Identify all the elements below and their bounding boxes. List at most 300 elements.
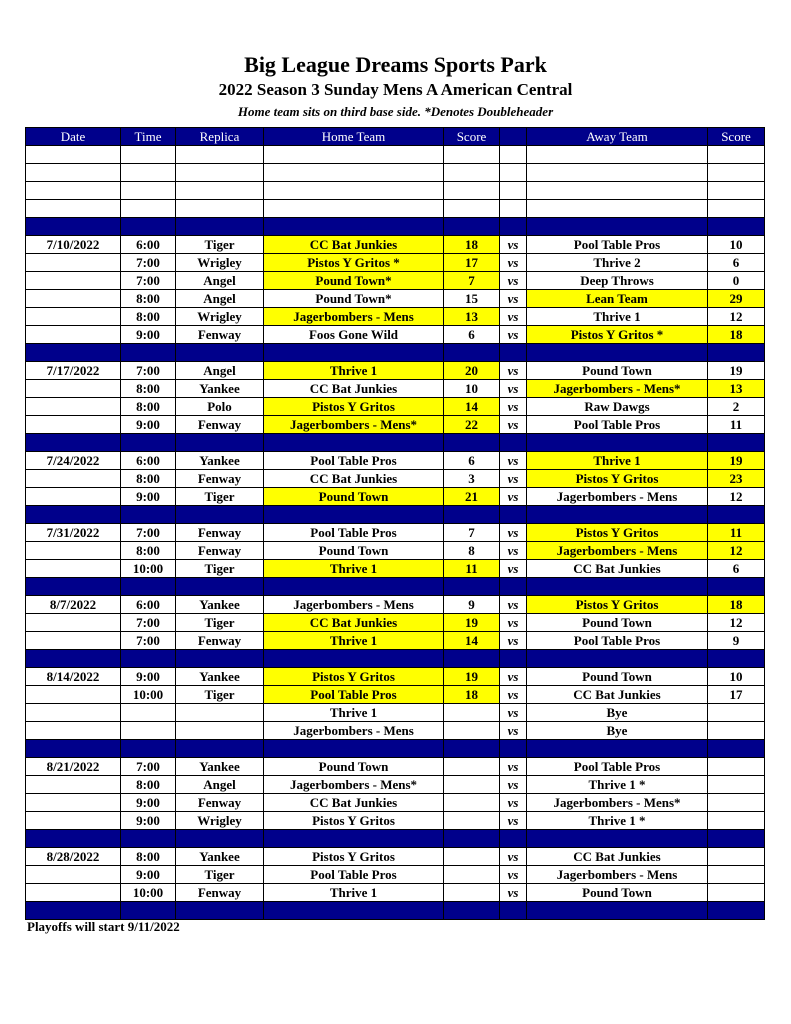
away-team-cell: Bye bbox=[527, 722, 708, 740]
replica-cell: Wrigley bbox=[176, 308, 264, 326]
time-cell: 7:00 bbox=[121, 254, 176, 272]
date-cell bbox=[26, 614, 121, 632]
replica-cell: Fenway bbox=[176, 416, 264, 434]
away-team-cell: Jagerbombers - Mens* bbox=[527, 794, 708, 812]
time-cell: 6:00 bbox=[121, 452, 176, 470]
separator-cell bbox=[444, 434, 500, 452]
away-team-cell: Raw Dawgs bbox=[527, 398, 708, 416]
blank-cell bbox=[527, 146, 708, 164]
home-team-cell: Pound Town bbox=[264, 542, 444, 560]
separator-cell bbox=[176, 740, 264, 758]
vs-cell: vs bbox=[500, 884, 527, 902]
time-cell: 8:00 bbox=[121, 290, 176, 308]
blank-cell bbox=[527, 164, 708, 182]
vs-cell: vs bbox=[500, 758, 527, 776]
replica-cell: Wrigley bbox=[176, 812, 264, 830]
home-score-cell bbox=[444, 794, 500, 812]
date-cell bbox=[26, 488, 121, 506]
separator-cell bbox=[121, 830, 176, 848]
replica-cell: Polo bbox=[176, 398, 264, 416]
blank-cell bbox=[264, 182, 444, 200]
separator-cell bbox=[26, 344, 121, 362]
date-cell: 7/31/2022 bbox=[26, 524, 121, 542]
away-score-cell: 9 bbox=[708, 632, 765, 650]
date-cell bbox=[26, 470, 121, 488]
game-row bbox=[26, 848, 765, 866]
date-cell bbox=[26, 722, 121, 740]
separator-cell bbox=[176, 218, 264, 236]
vs-cell: vs bbox=[500, 488, 527, 506]
vs-cell: vs bbox=[500, 776, 527, 794]
away-score-cell bbox=[708, 758, 765, 776]
blank-cell bbox=[708, 146, 765, 164]
replica-cell: Tiger bbox=[176, 560, 264, 578]
home-team-cell: Pistos Y Gritos bbox=[264, 668, 444, 686]
separator-cell bbox=[500, 506, 527, 524]
home-team-cell: CC Bat Junkies bbox=[264, 236, 444, 254]
separator-cell bbox=[527, 506, 708, 524]
home-team-cell: Pistos Y Gritos bbox=[264, 398, 444, 416]
blank-cell bbox=[444, 200, 500, 218]
home-team-cell: Pound Town* bbox=[264, 272, 444, 290]
date-cell bbox=[26, 812, 121, 830]
separator-cell bbox=[527, 344, 708, 362]
replica-cell bbox=[176, 722, 264, 740]
game-row bbox=[26, 812, 765, 830]
vs-cell: vs bbox=[500, 542, 527, 560]
date-cell bbox=[26, 398, 121, 416]
time-cell: 6:00 bbox=[121, 236, 176, 254]
blank-cell bbox=[264, 200, 444, 218]
date-cell bbox=[26, 884, 121, 902]
away-team-cell: Thrive 2 bbox=[527, 254, 708, 272]
blank-cell bbox=[176, 164, 264, 182]
blank-cell bbox=[176, 182, 264, 200]
date-cell bbox=[26, 308, 121, 326]
away-score-cell bbox=[708, 848, 765, 866]
away-score-cell: 0 bbox=[708, 272, 765, 290]
separator-cell bbox=[26, 740, 121, 758]
vs-cell: vs bbox=[500, 866, 527, 884]
separator-cell bbox=[527, 578, 708, 596]
away-team-cell: Thrive 1 * bbox=[527, 812, 708, 830]
game-row bbox=[26, 398, 765, 416]
game-row bbox=[26, 776, 765, 794]
home-score-cell: 19 bbox=[444, 668, 500, 686]
time-cell: 10:00 bbox=[121, 686, 176, 704]
separator-cell bbox=[708, 902, 765, 920]
vs-cell: vs bbox=[500, 848, 527, 866]
time-cell: 8:00 bbox=[121, 542, 176, 560]
vs-cell: vs bbox=[500, 812, 527, 830]
vs-cell: vs bbox=[500, 398, 527, 416]
game-row bbox=[26, 704, 765, 722]
away-score-cell: 6 bbox=[708, 254, 765, 272]
blank-cell bbox=[500, 200, 527, 218]
home-score-cell bbox=[444, 812, 500, 830]
date-cell bbox=[26, 560, 121, 578]
away-team-cell: CC Bat Junkies bbox=[527, 560, 708, 578]
time-cell: 8:00 bbox=[121, 848, 176, 866]
date-cell bbox=[26, 686, 121, 704]
separator-cell bbox=[527, 218, 708, 236]
separator-cell bbox=[121, 434, 176, 452]
vs-cell: vs bbox=[500, 416, 527, 434]
vs-cell: vs bbox=[500, 722, 527, 740]
separator-cell bbox=[121, 506, 176, 524]
separator-cell bbox=[527, 902, 708, 920]
col-date: Date bbox=[26, 128, 121, 146]
col-home-team: Home Team bbox=[264, 128, 444, 146]
blank-cell bbox=[500, 164, 527, 182]
game-row bbox=[26, 686, 765, 704]
col-away-score: Score bbox=[708, 128, 765, 146]
game-row bbox=[26, 362, 765, 380]
time-cell: 9:00 bbox=[121, 488, 176, 506]
home-team-cell: Foos Gone Wild bbox=[264, 326, 444, 344]
separator-cell bbox=[264, 506, 444, 524]
home-score-cell: 18 bbox=[444, 686, 500, 704]
away-team-cell: Pound Town bbox=[527, 362, 708, 380]
time-cell: 6:00 bbox=[121, 596, 176, 614]
time-cell: 8:00 bbox=[121, 398, 176, 416]
home-score-cell: 7 bbox=[444, 272, 500, 290]
game-row bbox=[26, 416, 765, 434]
blank-cell bbox=[444, 164, 500, 182]
week-separator bbox=[26, 902, 765, 920]
separator-cell bbox=[444, 830, 500, 848]
game-row bbox=[26, 758, 765, 776]
away-team-cell: Pool Table Pros bbox=[527, 632, 708, 650]
away-team-cell: Pound Town bbox=[527, 614, 708, 632]
replica-cell: Tiger bbox=[176, 686, 264, 704]
time-cell: 8:00 bbox=[121, 380, 176, 398]
away-score-cell: 11 bbox=[708, 416, 765, 434]
replica-cell: Fenway bbox=[176, 884, 264, 902]
blank-cell bbox=[527, 182, 708, 200]
week-separator bbox=[26, 344, 765, 362]
week-separator bbox=[26, 506, 765, 524]
separator-cell bbox=[26, 434, 121, 452]
replica-cell: Angel bbox=[176, 272, 264, 290]
separator-cell bbox=[121, 578, 176, 596]
vs-cell: vs bbox=[500, 614, 527, 632]
separator-cell bbox=[500, 218, 527, 236]
week-separator bbox=[26, 650, 765, 668]
time-cell: 10:00 bbox=[121, 884, 176, 902]
time-cell: 9:00 bbox=[121, 668, 176, 686]
replica-cell bbox=[176, 704, 264, 722]
home-score-cell bbox=[444, 776, 500, 794]
away-team-cell: Thrive 1 * bbox=[527, 776, 708, 794]
away-score-cell bbox=[708, 722, 765, 740]
time-cell: 9:00 bbox=[121, 812, 176, 830]
away-team-cell: Jagerbombers - Mens bbox=[527, 542, 708, 560]
blank-cell bbox=[176, 200, 264, 218]
time-cell: 8:00 bbox=[121, 308, 176, 326]
date-cell: 8/14/2022 bbox=[26, 668, 121, 686]
separator-cell bbox=[500, 434, 527, 452]
away-score-cell: 11 bbox=[708, 524, 765, 542]
home-team-cell: Pistos Y Gritos bbox=[264, 812, 444, 830]
separator-cell bbox=[26, 902, 121, 920]
playoffs-note: Playoffs will start 9/11/2022 bbox=[27, 919, 180, 934]
date-cell bbox=[26, 326, 121, 344]
separator-cell bbox=[176, 902, 264, 920]
game-row bbox=[26, 884, 765, 902]
separator-cell bbox=[176, 578, 264, 596]
separator-cell bbox=[264, 434, 444, 452]
time-cell: 7:00 bbox=[121, 758, 176, 776]
home-score-cell: 17 bbox=[444, 254, 500, 272]
away-team-cell: Pool Table Pros bbox=[527, 416, 708, 434]
vs-cell: vs bbox=[500, 290, 527, 308]
blank-cell bbox=[26, 200, 121, 218]
away-team-cell: Bye bbox=[527, 704, 708, 722]
time-cell: 7:00 bbox=[121, 632, 176, 650]
separator-cell bbox=[444, 650, 500, 668]
separator-cell bbox=[26, 506, 121, 524]
game-row bbox=[26, 380, 765, 398]
away-score-cell: 17 bbox=[708, 686, 765, 704]
replica-cell: Yankee bbox=[176, 668, 264, 686]
away-score-cell bbox=[708, 866, 765, 884]
game-row bbox=[26, 236, 765, 254]
vs-cell: vs bbox=[500, 794, 527, 812]
blank-cell bbox=[176, 146, 264, 164]
home-team-cell: Pound Town* bbox=[264, 290, 444, 308]
separator-cell bbox=[264, 578, 444, 596]
week-separator bbox=[26, 830, 765, 848]
game-row bbox=[26, 272, 765, 290]
away-score-cell: 10 bbox=[708, 236, 765, 254]
home-team-cell: Thrive 1 bbox=[264, 362, 444, 380]
home-team-cell: Pool Table Pros bbox=[264, 524, 444, 542]
away-team-cell: Jagerbombers - Mens* bbox=[527, 380, 708, 398]
blank-row bbox=[26, 146, 765, 164]
away-team-cell: Thrive 1 bbox=[527, 308, 708, 326]
game-row bbox=[26, 632, 765, 650]
page-subtitle: 2022 Season 3 Sunday Mens A American Central bbox=[218, 80, 573, 99]
separator-cell bbox=[708, 434, 765, 452]
header-row bbox=[26, 128, 765, 146]
blank-cell bbox=[121, 146, 176, 164]
game-row bbox=[26, 560, 765, 578]
home-score-cell: 6 bbox=[444, 452, 500, 470]
separator-cell bbox=[264, 344, 444, 362]
separator-cell bbox=[708, 830, 765, 848]
separator-cell bbox=[708, 218, 765, 236]
home-score-cell: 20 bbox=[444, 362, 500, 380]
date-cell bbox=[26, 380, 121, 398]
home-score-cell: 11 bbox=[444, 560, 500, 578]
replica-cell: Fenway bbox=[176, 470, 264, 488]
col-time: Time bbox=[121, 128, 176, 146]
vs-cell: vs bbox=[500, 254, 527, 272]
game-row bbox=[26, 254, 765, 272]
separator-cell bbox=[264, 218, 444, 236]
home-team-cell: Thrive 1 bbox=[264, 884, 444, 902]
home-team-cell: Jagerbombers - Mens bbox=[264, 722, 444, 740]
home-score-cell: 18 bbox=[444, 236, 500, 254]
separator-cell bbox=[26, 578, 121, 596]
col-vs bbox=[500, 128, 527, 146]
game-row bbox=[26, 794, 765, 812]
blank-cell bbox=[500, 182, 527, 200]
home-team-cell: Pound Town bbox=[264, 758, 444, 776]
away-score-cell: 12 bbox=[708, 542, 765, 560]
game-row bbox=[26, 308, 765, 326]
away-team-cell: Deep Throws bbox=[527, 272, 708, 290]
vs-cell: vs bbox=[500, 632, 527, 650]
away-score-cell bbox=[708, 794, 765, 812]
time-cell: 9:00 bbox=[121, 416, 176, 434]
away-score-cell: 18 bbox=[708, 326, 765, 344]
home-score-cell: 22 bbox=[444, 416, 500, 434]
week-separator bbox=[26, 434, 765, 452]
away-team-cell: Pool Table Pros bbox=[527, 758, 708, 776]
date-cell bbox=[26, 794, 121, 812]
vs-cell: vs bbox=[500, 308, 527, 326]
replica-cell: Yankee bbox=[176, 596, 264, 614]
replica-cell: Fenway bbox=[176, 632, 264, 650]
blank-cell bbox=[444, 182, 500, 200]
home-score-cell: 14 bbox=[444, 632, 500, 650]
away-score-cell: 19 bbox=[708, 452, 765, 470]
separator-cell bbox=[264, 830, 444, 848]
separator-cell bbox=[26, 830, 121, 848]
home-team-cell: Thrive 1 bbox=[264, 632, 444, 650]
away-score-cell: 23 bbox=[708, 470, 765, 488]
schedule-body bbox=[26, 146, 765, 920]
vs-cell: vs bbox=[500, 596, 527, 614]
separator-cell bbox=[527, 830, 708, 848]
vs-cell: vs bbox=[500, 236, 527, 254]
home-score-cell bbox=[444, 722, 500, 740]
away-score-cell: 19 bbox=[708, 362, 765, 380]
home-team-cell: Jagerbombers - Mens bbox=[264, 596, 444, 614]
vs-cell: vs bbox=[500, 560, 527, 578]
page-title: Big League Dreams Sports Park bbox=[244, 52, 547, 77]
separator-cell bbox=[264, 902, 444, 920]
separator-cell bbox=[176, 506, 264, 524]
separator-cell bbox=[708, 650, 765, 668]
replica-cell: Yankee bbox=[176, 758, 264, 776]
separator-cell bbox=[444, 902, 500, 920]
home-team-cell: Thrive 1 bbox=[264, 704, 444, 722]
home-team-cell: Jagerbombers - Mens bbox=[264, 308, 444, 326]
home-team-cell: CC Bat Junkies bbox=[264, 470, 444, 488]
away-team-cell: Pound Town bbox=[527, 884, 708, 902]
separator-cell bbox=[708, 578, 765, 596]
home-team-cell: CC Bat Junkies bbox=[264, 380, 444, 398]
away-score-cell bbox=[708, 776, 765, 794]
week-separator bbox=[26, 578, 765, 596]
home-team-cell: Pistos Y Gritos bbox=[264, 848, 444, 866]
vs-cell: vs bbox=[500, 362, 527, 380]
blank-cell bbox=[26, 146, 121, 164]
time-cell: 7:00 bbox=[121, 362, 176, 380]
time-cell: 10:00 bbox=[121, 560, 176, 578]
week-separator bbox=[26, 218, 765, 236]
separator-cell bbox=[26, 650, 121, 668]
separator-cell bbox=[121, 344, 176, 362]
away-team-cell: Lean Team bbox=[527, 290, 708, 308]
col-replica: Replica bbox=[176, 128, 264, 146]
game-row bbox=[26, 452, 765, 470]
separator-cell bbox=[527, 740, 708, 758]
blank-cell bbox=[500, 146, 527, 164]
replica-cell: Yankee bbox=[176, 848, 264, 866]
replica-cell: Fenway bbox=[176, 542, 264, 560]
home-score-cell bbox=[444, 884, 500, 902]
date-cell bbox=[26, 704, 121, 722]
blank-cell bbox=[26, 164, 121, 182]
away-team-cell: Pool Table Pros bbox=[527, 236, 708, 254]
date-cell: 8/28/2022 bbox=[26, 848, 121, 866]
blank-row bbox=[26, 164, 765, 182]
game-row bbox=[26, 668, 765, 686]
game-row bbox=[26, 722, 765, 740]
blank-cell bbox=[708, 182, 765, 200]
game-row bbox=[26, 524, 765, 542]
home-score-cell: 8 bbox=[444, 542, 500, 560]
away-team-cell: CC Bat Junkies bbox=[527, 848, 708, 866]
home-score-cell: 19 bbox=[444, 614, 500, 632]
date-cell bbox=[26, 542, 121, 560]
away-team-cell: Pistos Y Gritos bbox=[527, 596, 708, 614]
away-score-cell bbox=[708, 704, 765, 722]
home-score-cell: 10 bbox=[444, 380, 500, 398]
separator-cell bbox=[121, 902, 176, 920]
separator-cell bbox=[444, 578, 500, 596]
vs-cell: vs bbox=[500, 326, 527, 344]
home-team-cell: Thrive 1 bbox=[264, 560, 444, 578]
home-score-cell: 3 bbox=[444, 470, 500, 488]
vs-cell: vs bbox=[500, 272, 527, 290]
separator-cell bbox=[26, 218, 121, 236]
separator-cell bbox=[121, 650, 176, 668]
col-away-team: Away Team bbox=[527, 128, 708, 146]
separator-cell bbox=[176, 650, 264, 668]
separator-cell bbox=[444, 740, 500, 758]
separator-cell bbox=[264, 650, 444, 668]
date-cell: 7/10/2022 bbox=[26, 236, 121, 254]
replica-cell: Angel bbox=[176, 776, 264, 794]
blank-cell bbox=[26, 182, 121, 200]
home-team-cell: Pool Table Pros bbox=[264, 866, 444, 884]
blank-cell bbox=[121, 182, 176, 200]
blank-row bbox=[26, 200, 765, 218]
blank-cell bbox=[444, 146, 500, 164]
home-team-cell: Pound Town bbox=[264, 488, 444, 506]
vs-cell: vs bbox=[500, 452, 527, 470]
away-score-cell: 12 bbox=[708, 308, 765, 326]
blank-cell bbox=[121, 200, 176, 218]
away-score-cell bbox=[708, 812, 765, 830]
vs-cell: vs bbox=[500, 704, 527, 722]
time-cell bbox=[121, 722, 176, 740]
away-score-cell: 18 bbox=[708, 596, 765, 614]
separator-cell bbox=[527, 650, 708, 668]
time-cell: 8:00 bbox=[121, 776, 176, 794]
home-score-cell bbox=[444, 848, 500, 866]
away-score-cell bbox=[708, 884, 765, 902]
game-row bbox=[26, 866, 765, 884]
separator-cell bbox=[444, 344, 500, 362]
separator-cell bbox=[708, 740, 765, 758]
away-team-cell: Pound Town bbox=[527, 668, 708, 686]
